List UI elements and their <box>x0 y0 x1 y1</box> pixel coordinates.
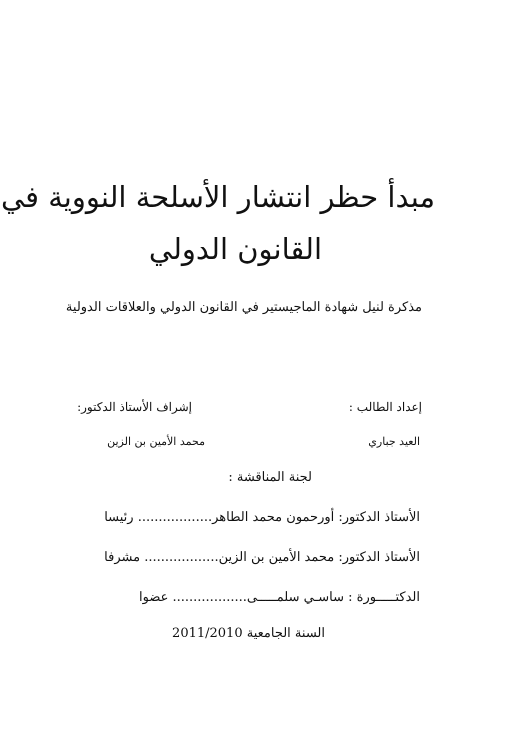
supervision-label: إشراف الأستاذ الدكتور: <box>77 400 192 414</box>
thesis-title-line-1: مبدأ حظر انتشار الأسلحة النووية في <box>0 180 435 214</box>
preparation-label: إعداد الطالب : <box>348 400 422 414</box>
committee-member-president: الأستاذ الدكتور: أورحمون محمد الطاهر.................. رئيسا <box>104 510 420 525</box>
academic-year: السنة الجامعية 2011/2010 <box>172 626 325 641</box>
thesis-title-line-2: القانون الدولي <box>148 232 322 266</box>
thesis-subtitle: مذكرة لنيل شهادة الماجيستير في القانون الدولي والعلاقات الدولية <box>65 300 422 315</box>
committee-member-supervisor: الأستاذ الدكتور: محمد الأمين بن الزين.................. مشرفا <box>104 550 420 565</box>
student-name: العيد جباري <box>368 435 420 448</box>
committee-title: لجنة المناقشة : <box>228 470 312 485</box>
committee-member-examiner: الدكتـــــورة : ساسـي سلمـــــى.................. عضوا <box>139 590 420 605</box>
supervisor-name: محمد الأمين بن الزين <box>107 435 205 448</box>
